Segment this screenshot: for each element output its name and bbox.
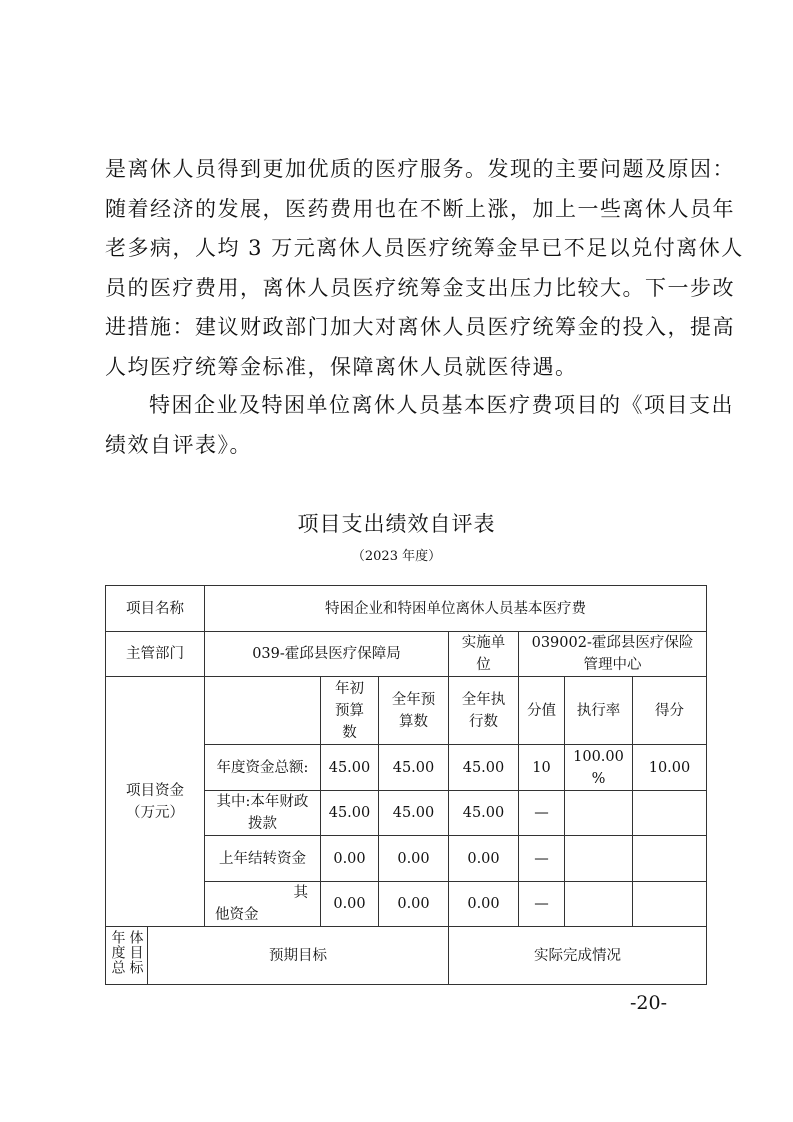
cell-executed: 45.00 — [449, 791, 519, 836]
project-name-label: 项目名称 — [106, 586, 205, 632]
impl-label-line: 实施单 — [461, 635, 506, 651]
expected-goal-label: 预期目标 — [148, 927, 449, 985]
table-row — [106, 632, 707, 677]
rate-line: 100.00 — [573, 748, 624, 765]
row-label: 年度资金总额: — [205, 745, 321, 791]
table-row — [106, 927, 707, 985]
table-subtitle: （2023 年度） — [351, 549, 442, 564]
header-line: 预算 — [335, 702, 364, 719]
cell-score — [633, 836, 707, 882]
header-line: 全年执 — [461, 691, 506, 708]
empty-header-cell — [205, 677, 321, 745]
header-annual-exec — [449, 677, 519, 745]
cell-initial: 45.00 — [321, 745, 379, 791]
label-line: 拨款 — [248, 816, 277, 832]
text-line: 特困企业及特困单位离休人员基本医疗费项目的《项目支出 — [149, 393, 734, 417]
target-label-col: 年度总 — [109, 929, 126, 975]
body-paragraph-2 — [105, 386, 734, 465]
row-label — [205, 791, 321, 836]
rate-line: % — [591, 770, 606, 787]
text-line: 是离休人员得到更加优质的医疗服务。发现的主要问题及原因： — [105, 157, 735, 181]
header-line: 算数 — [399, 713, 428, 730]
cell-weight: 10 — [519, 745, 565, 791]
cell-executed: 0.00 — [449, 836, 519, 882]
cell-executed: 45.00 — [449, 745, 519, 791]
impl-value-line: 039002-霍邱县医疗保险 — [531, 635, 694, 651]
text-line: 进措施：建议财政部门加大对离休人员医疗统筹金的投入，提高 — [105, 315, 735, 339]
label-line: 其 — [293, 885, 308, 901]
cell-initial: 45.00 — [321, 791, 379, 836]
text-line: 老多病，人均 3 万元离休人员医疗统筹金早已不足以兑付离休人 — [105, 236, 744, 260]
header-line: 数 — [342, 724, 357, 741]
row-label — [205, 882, 321, 927]
header-line: 年初 — [335, 680, 364, 697]
cell-annual: 0.00 — [379, 882, 449, 927]
impl-unit-label — [449, 632, 519, 677]
cell-exec-rate — [565, 745, 633, 791]
cell-annual: 45.00 — [379, 791, 449, 836]
cell-executed: 0.00 — [449, 882, 519, 927]
impl-value-line: 管理中心 — [583, 657, 642, 673]
cell-exec-rate — [565, 836, 633, 882]
funds-label-line: （万元） — [126, 804, 184, 821]
project-name-value: 特困企业和特困单位离休人员基本医疗费 — [205, 586, 707, 632]
impl-label-line: 位 — [476, 657, 491, 673]
target-label-col: 体目标 — [127, 929, 144, 975]
cell-weight: — — [519, 836, 565, 882]
cell-annual: 0.00 — [379, 836, 449, 882]
cell-annual: 45.00 — [379, 745, 449, 791]
table-header-row — [106, 677, 707, 745]
header-exec-rate: 执行率 — [565, 677, 633, 745]
funds-label-line: 项目资金 — [126, 782, 184, 799]
header-line: 行数 — [469, 713, 498, 730]
overall-target-label — [106, 927, 148, 985]
text-line: 员的医疗费用，离休人员医疗统筹金支出压力比较大。下一步改 — [105, 275, 735, 300]
text-line: 人均医疗统筹金标准，保障离休人员就医待遇。 — [105, 354, 578, 379]
row-label: 上年结转资金 — [205, 836, 321, 882]
actual-completion-label: 实际完成情况 — [449, 927, 707, 985]
table-title: 项目支出绩效自评表 — [297, 512, 496, 536]
cell-weight: — — [519, 882, 565, 927]
performance-table — [105, 585, 707, 985]
funds-label — [106, 677, 205, 927]
page-number: -20- — [630, 992, 668, 1014]
header-score-weight: 分值 — [519, 677, 565, 745]
cell-score — [633, 791, 707, 836]
cell-score — [633, 882, 707, 927]
header-initial-budget — [321, 677, 379, 745]
cell-exec-rate — [565, 791, 633, 836]
header-score: 得分 — [633, 677, 707, 745]
cell-score: 10.00 — [633, 745, 707, 791]
header-line: 全年预 — [391, 691, 436, 708]
text-line: 绩效自评表》。 — [105, 432, 252, 457]
cell-initial: 0.00 — [321, 882, 379, 927]
dept-label: 主管部门 — [106, 632, 205, 677]
body-paragraph-1 — [105, 150, 744, 387]
cell-weight: — — [519, 791, 565, 836]
cell-exec-rate — [565, 882, 633, 927]
table-row — [106, 586, 707, 632]
impl-unit-value — [519, 632, 707, 677]
label-line: 其中:本年财政 — [216, 794, 309, 810]
header-annual-budget — [379, 677, 449, 745]
cell-initial: 0.00 — [321, 836, 379, 882]
label-line: 他资金 — [215, 907, 259, 923]
text-line: 随着经济的发展，医药费用也在不断上涨，加上一些离休人员年 — [105, 196, 735, 221]
dept-value: 039-霍邱县医疗保障局 — [205, 632, 449, 677]
